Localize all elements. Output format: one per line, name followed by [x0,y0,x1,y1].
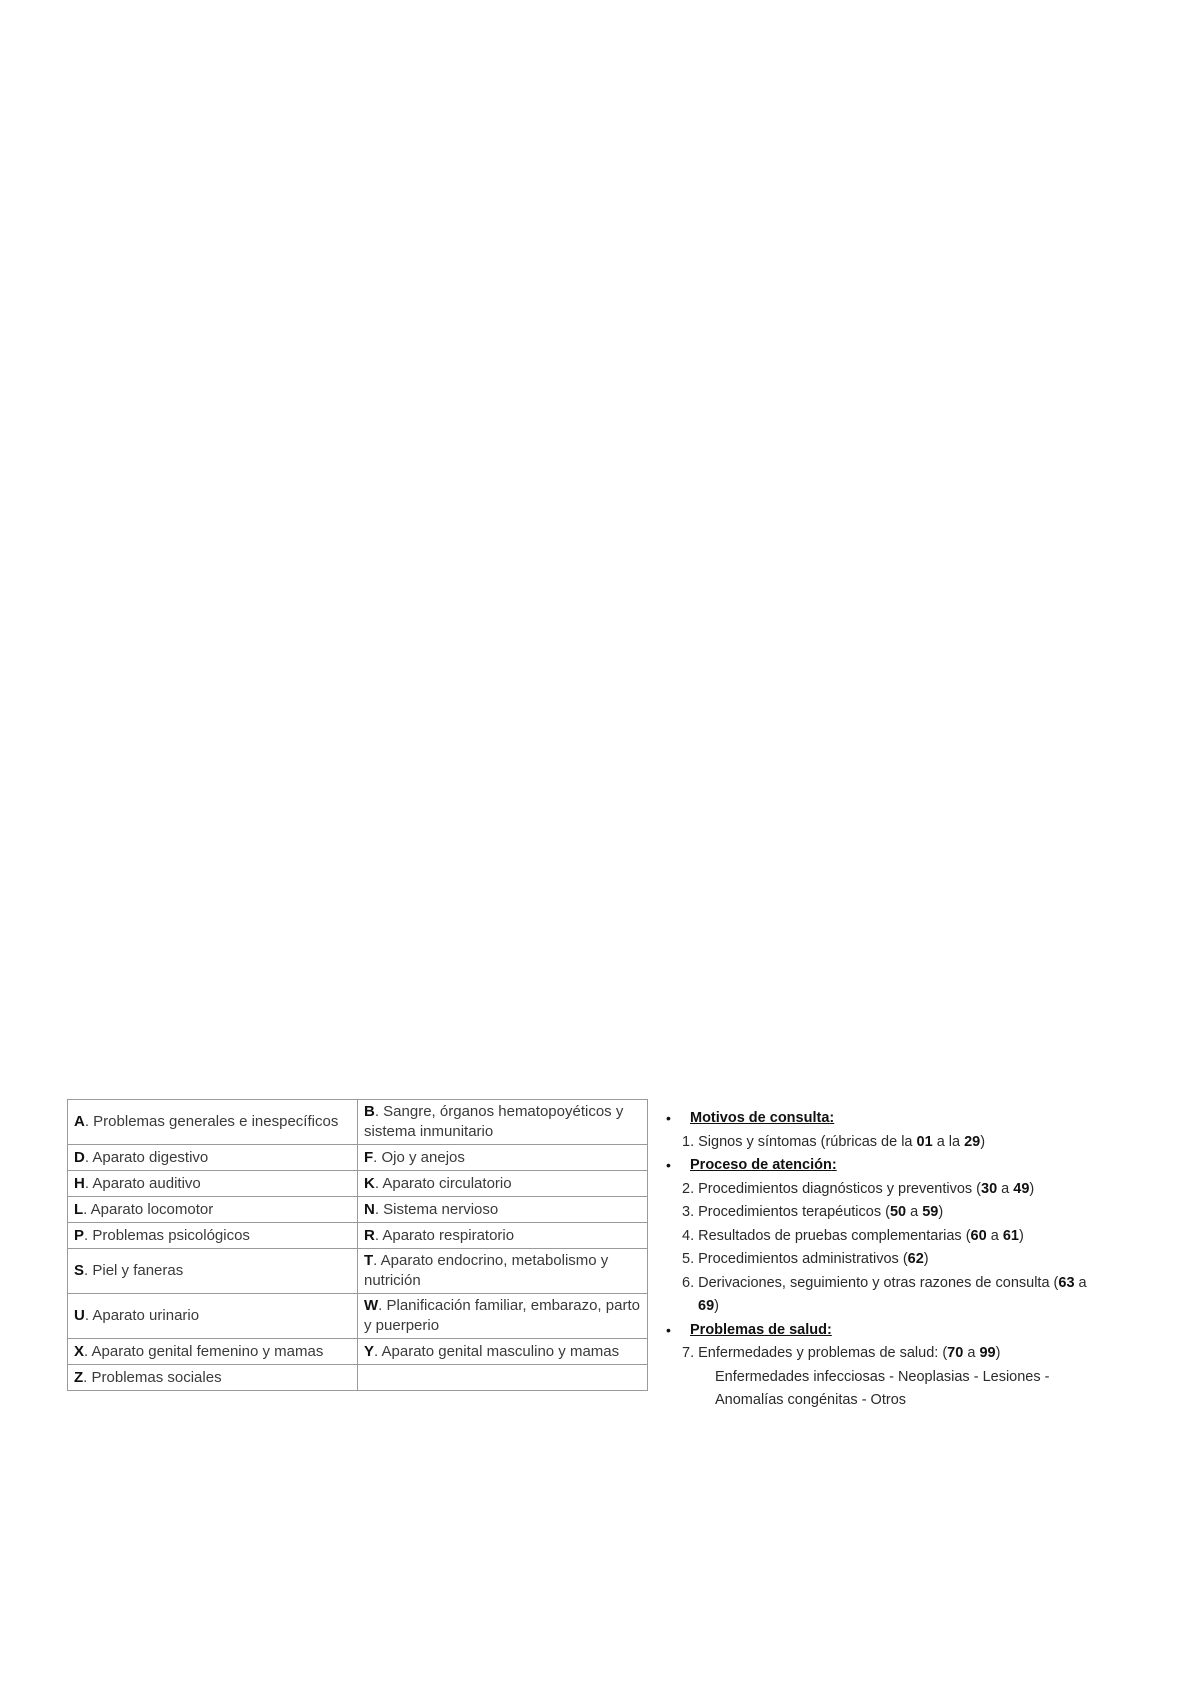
chapter-code: X [74,1342,85,1360]
chapter-code: A [74,1113,85,1130]
chapter-code: L [74,1200,84,1218]
section-heading [665,1319,1105,1343]
item-text: a [906,1204,923,1220]
item-range-number: 61 [1002,1227,1019,1244]
section-title-suffix: : [829,1110,835,1126]
item-range-number: 29 [964,1133,981,1150]
chapter-cell [358,1197,648,1223]
table-row [68,1100,648,1145]
section-title-suffix: : [831,1157,837,1173]
chapter-cell [68,1145,358,1171]
item-text: ) [995,1345,1001,1361]
table-row [68,1223,648,1249]
item-range-number: 69 [698,1298,715,1314]
chapter-label: . Aparato genital femenino y mamas [84,1342,324,1360]
chapter-code: S [74,1262,85,1279]
chapter-cell [358,1100,648,1145]
chapter-cell [358,1249,648,1294]
table-row [68,1339,648,1365]
item-text: ) [1029,1180,1035,1197]
chapter-cell [68,1171,358,1197]
chapter-code: K [364,1174,375,1192]
item-range-number: 62 [907,1251,924,1267]
section-title: Proceso de atención [690,1157,832,1173]
item-subline: Enfermedades infecciosas - Neoplasias - Lesiones - Anomalías congénitas - Otros [715,1368,1050,1408]
chapter-label: . Ojo y anejos [373,1148,465,1166]
chapter-code: U [74,1307,85,1324]
item-number: 1. [682,1133,695,1150]
item-range-number: 49 [1013,1180,1030,1197]
item-text: ) [1018,1227,1024,1244]
chapter-label: . Problemas sociales [83,1368,222,1386]
chapter-code: Z [74,1368,84,1386]
list-item [665,1342,1105,1366]
item-text: ) [714,1298,719,1314]
chapter-cell [358,1171,648,1197]
section-heading [665,1107,1105,1131]
chapter-label: . Problemas generales e inespecíficos [84,1113,339,1130]
item-text: a [986,1227,1003,1244]
chapter-label: . Sistema nervioso [374,1200,499,1218]
item-range-number: 63 [1058,1274,1075,1291]
chapter-label: . Problemas psicológicos [84,1226,250,1244]
chapter-code: D [74,1148,85,1166]
item-text: Resultados de pruebas complementarias ( [694,1227,971,1244]
chapter-cell [358,1223,648,1249]
chapter-code: R [364,1226,375,1244]
table-row [68,1365,648,1391]
item-text: a [997,1180,1014,1197]
item-text: a [963,1345,980,1361]
list-item [665,1178,1105,1202]
item-range-number: 70 [947,1345,964,1361]
chapter-cell [358,1339,648,1365]
section-title: Motivos de consulta [690,1110,830,1126]
item-text: Derivaciones, seguimiento y otras razones de consulta ( [694,1274,1059,1291]
list-item [665,1248,1105,1272]
chapter-cell [68,1100,358,1145]
bullet-icon: • [666,1321,671,1338]
item-number: 6. [682,1274,695,1291]
chapter-code: H [74,1174,85,1192]
chapter-label: . Planificación familiar, embarazo, parto y puerperio [364,1297,640,1334]
chapter-label: . Aparato endocrino, metabolismo y nutrición [364,1252,609,1289]
table-row [68,1294,648,1339]
chapter-cell [68,1223,358,1249]
list-item [665,1272,1105,1319]
item-range-number: 01 [916,1133,933,1150]
item-range-number: 60 [970,1227,987,1244]
list-item [665,1201,1105,1225]
item-number: 3. [682,1204,695,1220]
chapter-label: . Aparato circulatorio [374,1174,512,1192]
bullet-icon: • [666,1157,671,1173]
chapter-cell [358,1145,648,1171]
chapter-code: P [74,1226,85,1244]
bullet-icon: • [666,1110,671,1126]
table-row [68,1145,648,1171]
chapter-code: N [364,1200,375,1218]
list-item [665,1225,1105,1249]
item-range-number: 59 [922,1204,939,1220]
item-text: a [1074,1274,1087,1291]
classification-outline [665,1107,1105,1413]
chapter-label: . Aparato respiratorio [374,1226,515,1244]
item-number: 5. [682,1251,695,1267]
item-range-number: 30 [981,1180,998,1197]
item-text: Procedimientos diagnósticos y preventivos ( [694,1180,982,1197]
item-text: ) [980,1133,986,1150]
table-row [68,1197,648,1223]
chapters-table-body [68,1100,648,1391]
chapter-label: . Aparato urinario [84,1307,200,1324]
chapter-code: B [364,1103,375,1120]
chapter-code: W [364,1297,379,1314]
item-text: a la [932,1133,965,1150]
chapter-code: F [364,1148,374,1166]
chapter-label: . Piel y faneras [84,1262,184,1279]
chapter-cell [68,1365,358,1391]
section-title-suffix: : [827,1321,832,1338]
item-text: ) [938,1204,944,1220]
chapters-table [67,1099,648,1391]
table-row [68,1171,648,1197]
list-item [665,1131,1105,1155]
chapter-label: . Aparato genital masculino y mamas [374,1342,620,1360]
item-text: ) [923,1251,929,1267]
chapter-cell [68,1339,358,1365]
chapter-label: . Aparato auditivo [84,1174,201,1192]
chapter-label: . Aparato digestivo [84,1148,209,1166]
chapter-cell [68,1294,358,1339]
item-text: Procedimientos terapéuticos ( [694,1204,890,1220]
item-range-number: 99 [979,1345,996,1361]
section-title: Problemas de salud [690,1321,827,1338]
chapter-label: . Sangre, órganos hematopoyéticos y sistema inmunitario [364,1103,624,1140]
item-text: Signos y síntomas (rúbricas de la [694,1133,917,1150]
chapter-cell [68,1197,358,1223]
item-number: 4. [682,1227,695,1244]
item-number: 2. [682,1180,695,1197]
chapter-label: . Aparato locomotor [83,1200,214,1218]
chapter-cell [68,1249,358,1294]
section-heading [665,1154,1105,1178]
chapter-cell [358,1294,648,1339]
item-text: Procedimientos administrativos ( [694,1251,908,1267]
item-range-number: 50 [889,1204,907,1220]
chapter-code: Y [364,1342,375,1360]
table-row [68,1249,648,1294]
chapter-code: T [364,1252,374,1269]
item-text: Enfermedades y problemas de salud: ( [694,1345,948,1361]
chapter-cell [358,1365,648,1391]
item-number: 7. [682,1345,695,1361]
